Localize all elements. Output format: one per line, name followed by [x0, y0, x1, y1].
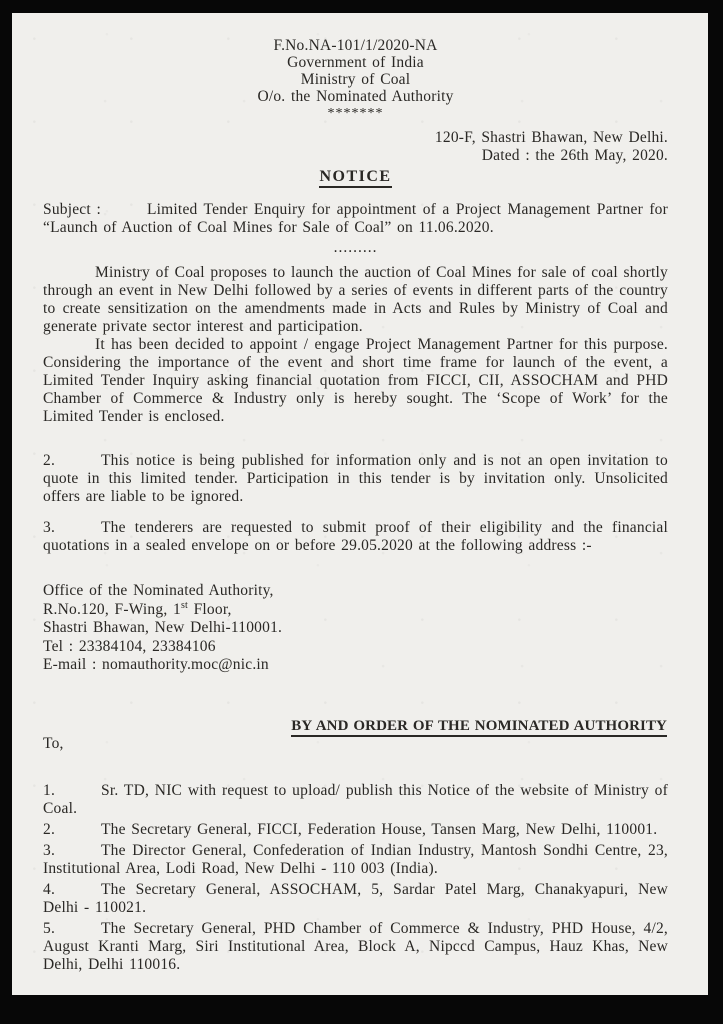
recipient-item	[43, 782, 668, 818]
recipient-list	[43, 782, 668, 974]
telephone-line: Tel : 23384104, 23384106	[43, 637, 216, 655]
numbered-item-3	[43, 519, 668, 555]
recipient-number: 4.	[43, 880, 56, 898]
recipient-item	[43, 821, 668, 839]
item-text: The tenderers are requested to submit proof of their eligibility and the financial quotations in a sealed envelope on or before 29.05.2020 at the following address :-	[43, 519, 668, 554]
office-address-block	[43, 582, 668, 675]
issue-address: 120-F, Shastri Bhawan, New Delhi.	[434, 129, 668, 146]
org-ministry: Ministry of Coal	[300, 71, 411, 88]
star-separator: *******	[327, 106, 384, 121]
file-number: F.No.NA-101/1/2020-NA	[273, 37, 438, 54]
subject-text: Limited Tender Enquiry for appointment of a Project Management Partner for “Launch of Auction of Coal Mines for Sale of Coal” on 11.06.2020.	[43, 201, 668, 236]
item-number: 2.	[43, 452, 56, 469]
subject-label: Subject :	[43, 201, 101, 218]
address-line-part: R.No.120, F-Wing, 1	[43, 600, 181, 618]
org-office: O/o. the Nominated Authority	[257, 88, 454, 105]
recipient-number: 3.	[43, 841, 56, 859]
ordinal-superscript: st	[180, 599, 189, 611]
address-line: Shastri Bhawan, New Delhi-110001.	[43, 619, 283, 636]
body-paragraph-1: Ministry of Coal proposes to launch the auction of Coal Mines for sale of coal shortly through an event in New Delhi followed by a series of events in different parts of the country to create sensitization on the amendments made in Acts and Rules by Ministry of Coal and generate private sector interest and participation.	[43, 264, 668, 335]
address-line	[43, 601, 668, 620]
letterhead	[43, 37, 668, 122]
item-number: 3.	[43, 519, 56, 536]
recipient-number: 1.	[43, 781, 56, 799]
issue-block	[43, 129, 668, 165]
recipient-number: 5.	[43, 919, 56, 937]
order-authority-text: BY AND ORDER OF THE NOMINATED AUTHORITY	[291, 718, 667, 737]
issue-date: Dated : the 26th May, 2020.	[481, 147, 668, 164]
body-paragraph-2: It has been decided to appoint / engage Project Management Partner for this purpose. Considering the importance of the event and short time frame for launch of the event, a Limited Tender Inquiry asking financial quotation from FICCI, CII, ASSOCHAM and PHD Chamber of Commerce & Industry only is hereby sought. The ‘Scope of Work’ for the Limited Tender is enclosed.	[43, 336, 668, 425]
recipient-number: 2.	[43, 820, 56, 838]
notice-title-text: NOTICE	[319, 168, 391, 188]
address-line-part: Floor,	[188, 600, 232, 618]
address-line: Office of the Nominated Authority,	[43, 582, 274, 599]
to-label: To,	[43, 734, 64, 752]
recipient-item	[43, 920, 668, 974]
recipient-item	[43, 881, 668, 917]
org-government: Government of India	[287, 54, 424, 71]
recipient-text: The Secretary General, FICCI, Federation House, Tansen Marg, New Delhi, 110001.	[101, 820, 658, 838]
dots-separator: .........	[333, 239, 378, 256]
order-authority-line	[43, 717, 668, 735]
item-text: This notice is being published for information only and is not an open invitation to quote in this limited tender. Participation in this tender is by invitation only. Unsolicited offers are liable to be ignored.	[43, 452, 668, 505]
subject-line	[43, 201, 668, 237]
recipient-text: The Director General, Confederation of Indian Industry, Mantosh Sondhi Centre, 23, Institutional Area, Lodi Road, New Delhi - 110 003 (India).	[43, 841, 668, 877]
document-page	[12, 13, 708, 995]
recipient-text: The Secretary General, ASSOCHAM, 5, Sardar Patel Marg, Chanakyapuri, New Delhi - 110021.	[43, 880, 668, 916]
numbered-item-2	[43, 452, 668, 506]
email-line: E-mail : nomauthority.moc@nic.in	[43, 656, 269, 673]
recipient-text: The Secretary General, PHD Chamber of Commerce & Industry, PHD House, 4/2, August Kranti Marg, Siri Institutional Area, Block A, Nipccd Campus, Hauz Khas, New Delhi, Delhi 110016.	[43, 919, 668, 973]
recipient-item	[43, 842, 668, 878]
recipient-text: Sr. TD, NIC with request to upload/ publish this Notice of the website of Ministry of Coal.	[43, 781, 668, 817]
notice-title	[43, 168, 668, 186]
